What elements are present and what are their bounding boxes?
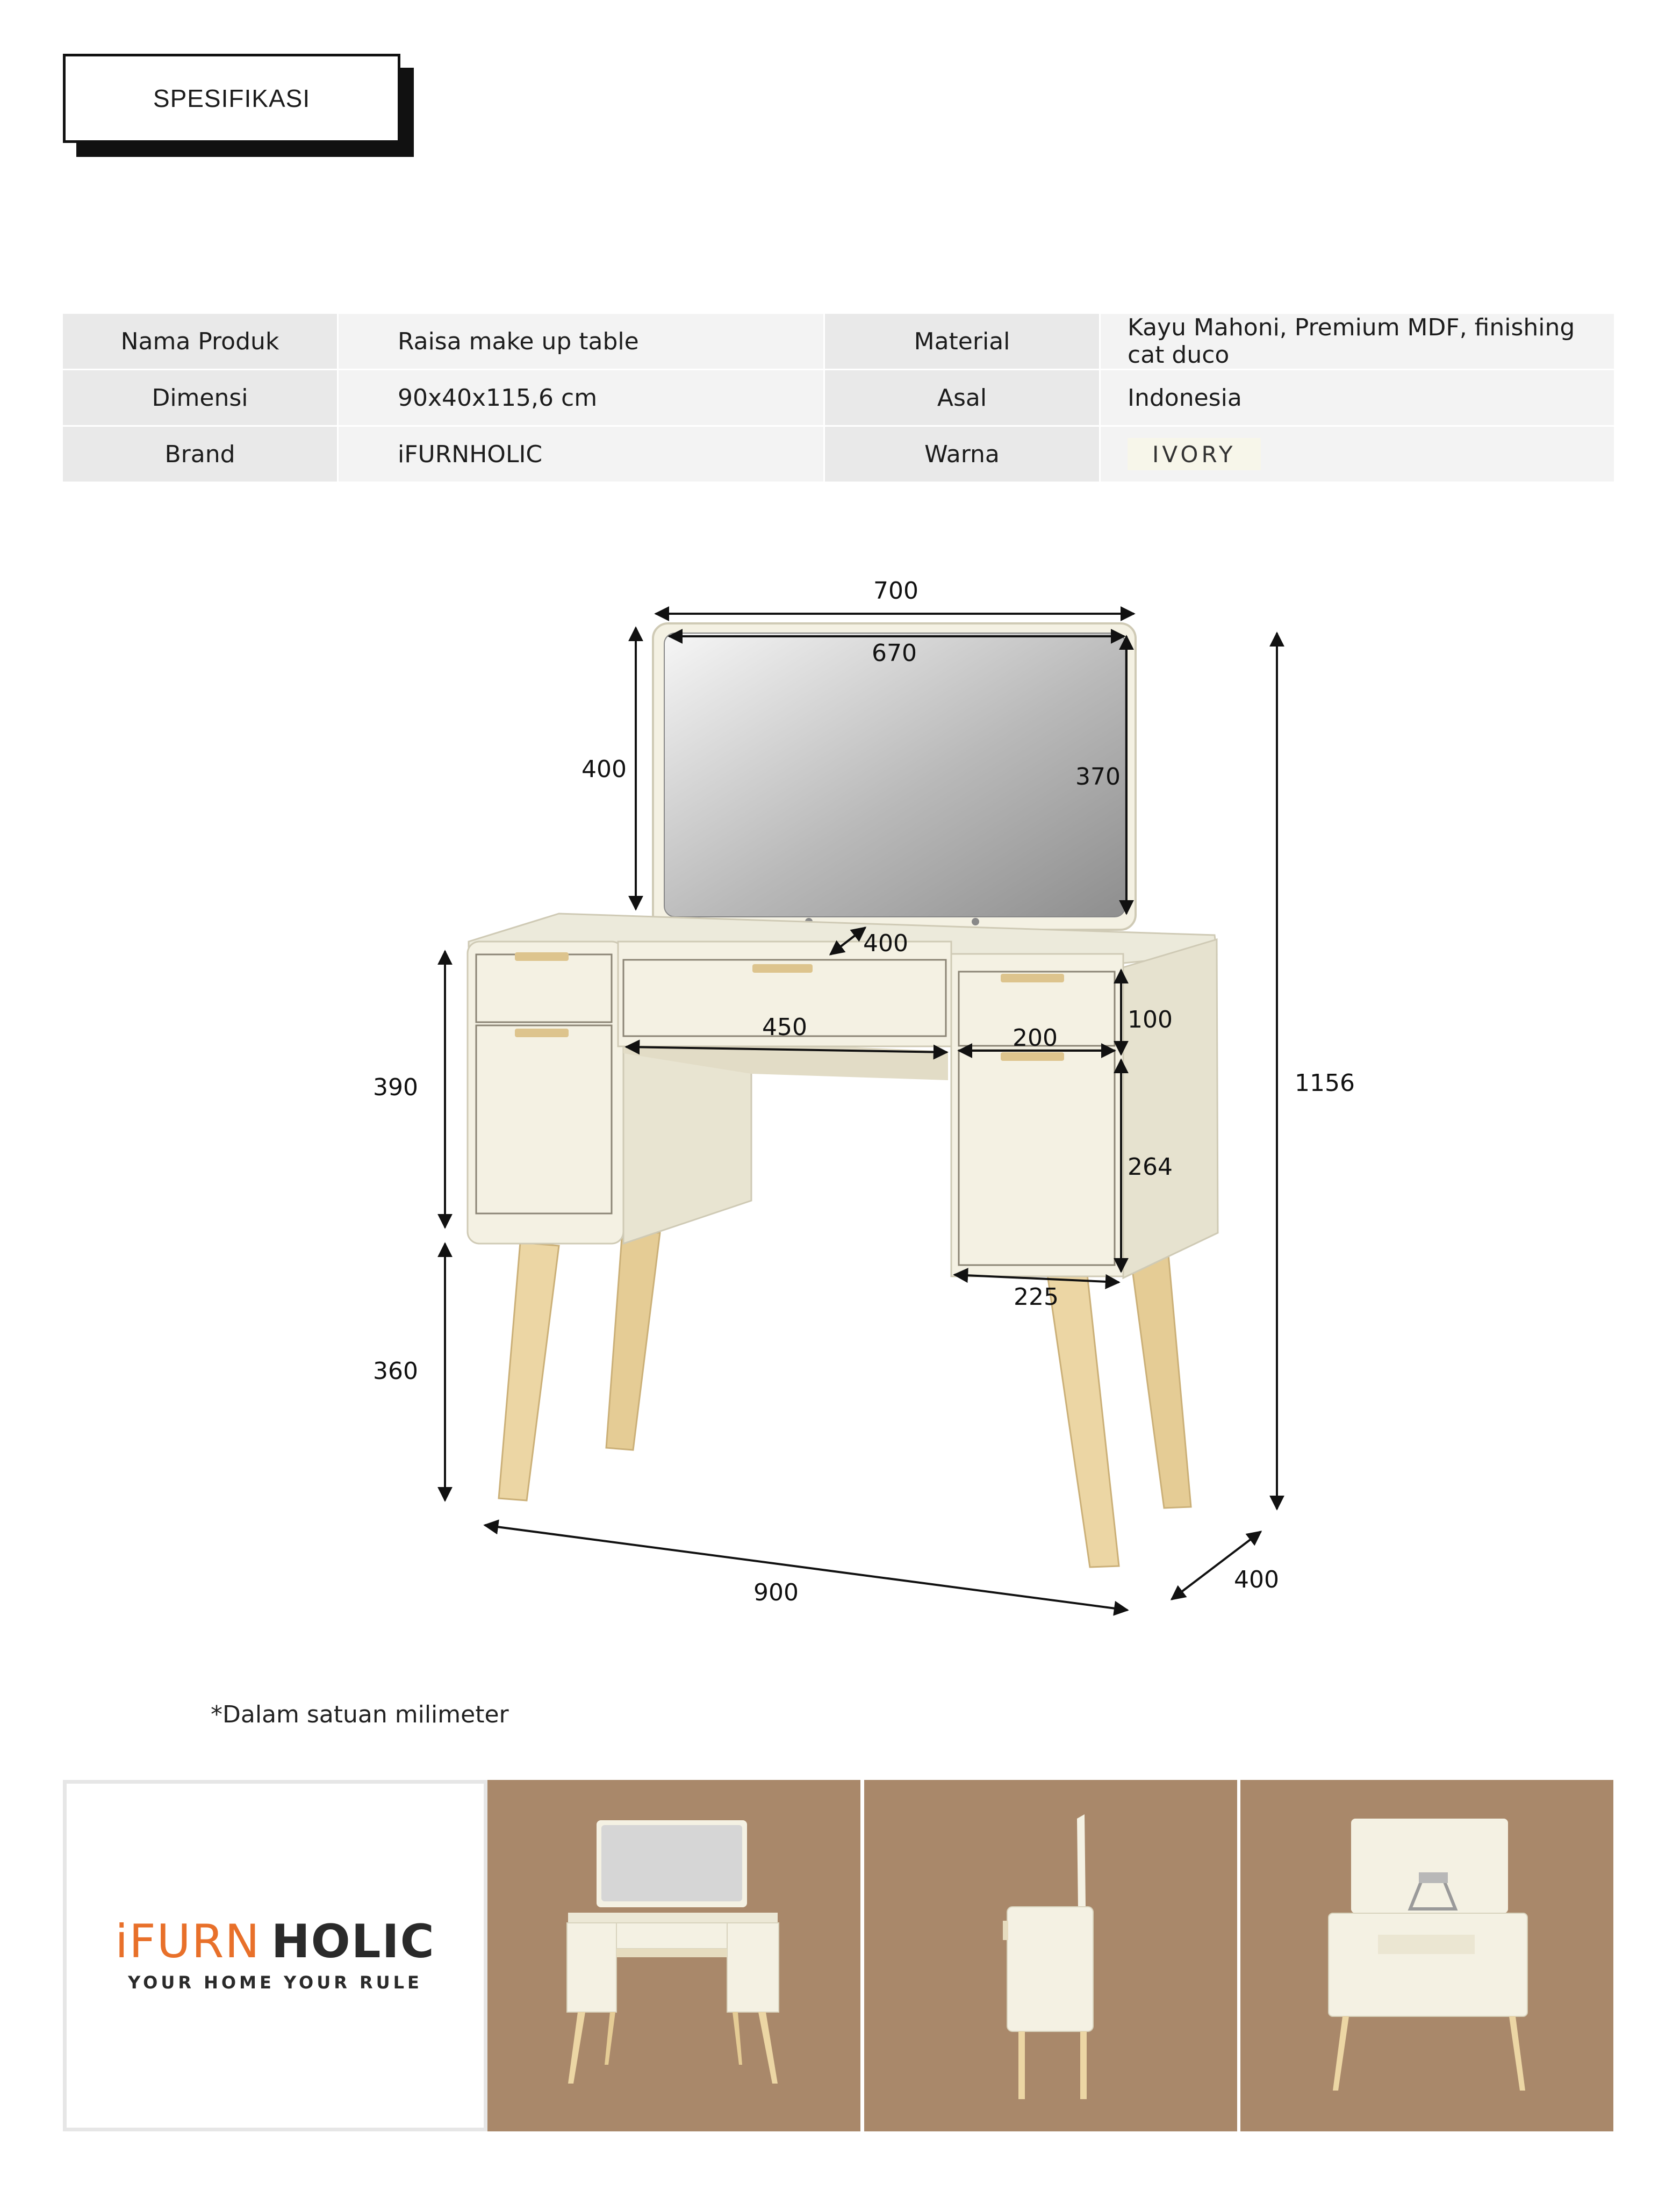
product-photo-front — [487, 1780, 860, 2131]
mirror-pivot — [972, 918, 979, 925]
leg — [606, 1231, 660, 1450]
spec-label: Material — [825, 314, 1099, 369]
dim-label: 450 — [762, 1014, 807, 1041]
spec-row — [63, 314, 1614, 369]
spec-label: Dimensi — [63, 370, 337, 425]
dim-label: 390 — [373, 1074, 418, 1101]
mirror-glass — [664, 633, 1125, 917]
brand-tagline: YOUR HOME YOUR RULE — [128, 1972, 422, 1993]
page-title: SPESIFIKASI — [63, 54, 400, 143]
dim-label: 200 — [1013, 1024, 1058, 1052]
left-cabinet — [468, 942, 623, 1244]
product-photo-back — [1240, 1780, 1613, 2131]
spec-label: Nama Produk — [63, 314, 337, 369]
spec-value: iFURNHOLIC — [339, 427, 823, 482]
side-view-illustration — [864, 1780, 1237, 2131]
spec-value: Raisa make up table — [339, 314, 823, 369]
handle — [1001, 1052, 1064, 1061]
dim-line — [485, 1525, 1128, 1610]
dim-label: 225 — [1014, 1283, 1059, 1311]
dim-label: 670 — [872, 640, 917, 667]
logo-holic: HOLIC — [271, 1915, 435, 1969]
leg — [499, 1243, 559, 1500]
handle — [1001, 974, 1064, 982]
dim-label: 100 — [1128, 1006, 1173, 1033]
handle — [515, 952, 569, 961]
dim-label: 400 — [1234, 1566, 1279, 1593]
front-view-illustration — [487, 1780, 860, 2131]
spec-label: Asal — [825, 370, 1099, 425]
leg — [1131, 1254, 1191, 1508]
spec-row — [63, 427, 1614, 482]
spec-label: Brand — [63, 427, 337, 482]
color-swatch: IVORY — [1128, 438, 1261, 470]
spec-table — [63, 314, 1614, 485]
back-view-illustration — [1240, 1780, 1613, 2131]
handle — [515, 1029, 569, 1037]
logo-i: i — [115, 1915, 130, 1969]
spec-value: Indonesia — [1101, 370, 1614, 425]
spec-row — [63, 370, 1614, 425]
dim-label: 400 — [863, 930, 908, 957]
spec-label: Warna — [825, 427, 1099, 482]
dimension-diagram — [0, 537, 1680, 1644]
spec-value: 90x40x115,6 cm — [339, 370, 823, 425]
product-photo-side — [864, 1780, 1237, 2131]
right-cabinet — [951, 954, 1123, 1276]
dim-label: 264 — [1128, 1153, 1173, 1181]
dim-label: 700 — [873, 577, 918, 605]
handle — [752, 964, 813, 973]
unit-note: *Dalam satuan milimeter — [211, 1701, 509, 1728]
right-side-panel — [1123, 939, 1218, 1278]
leg — [1047, 1269, 1119, 1567]
spec-value: Kayu Mahoni, Premium MDF, finishing cat duco — [1101, 314, 1614, 369]
dim-label: 900 — [753, 1579, 799, 1606]
spec-value — [1101, 427, 1614, 482]
dim-label: 1156 — [1295, 1069, 1355, 1097]
brand-logo-panel — [63, 1780, 487, 2131]
dim-label: 360 — [373, 1358, 418, 1385]
dim-label: 400 — [581, 756, 627, 783]
dim-label: 370 — [1075, 763, 1121, 791]
brand-logo — [115, 1915, 435, 1969]
logo-furn: FURN — [129, 1915, 261, 1969]
